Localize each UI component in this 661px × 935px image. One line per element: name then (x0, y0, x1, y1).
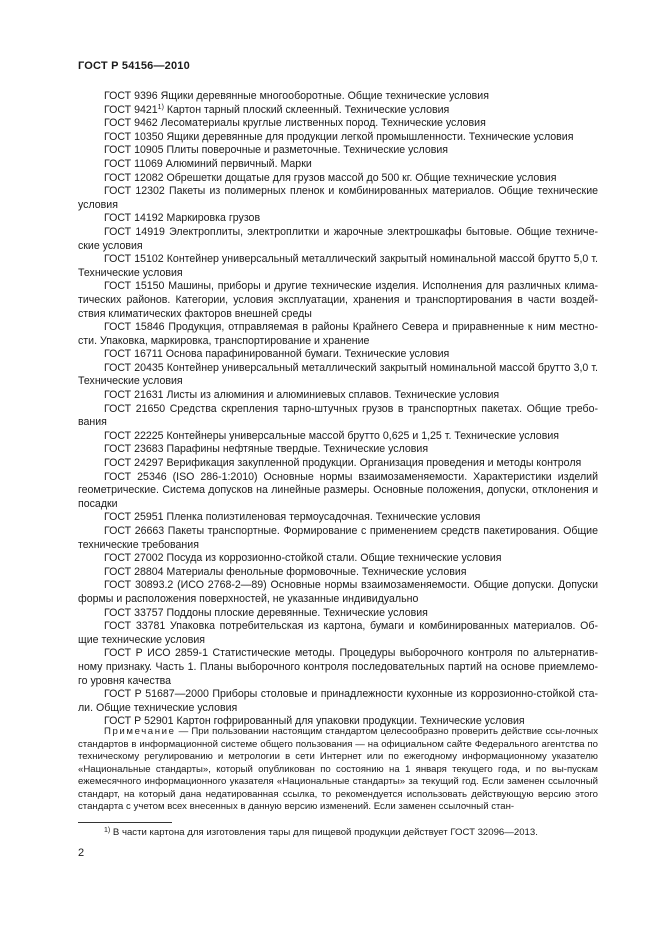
reference-title: Картон тарный плоский склеенный. Технические условия (163, 103, 450, 116)
reference-item: ГОСТ 14192 Маркировка грузов (104, 212, 261, 225)
reference-item: ГОСТ 15102 Контейнер универсальный металлический закрытый номинальной массой брутто 5,0 т. Технические условия (78, 253, 598, 279)
reference-item: ГОСТ 21631 Листы из алюминия и алюминиевых сплавов. Технические условия (104, 389, 500, 402)
footnote-divider (78, 822, 172, 823)
footnote-marker: 1) (157, 103, 164, 111)
reference-item: ГОСТ 33781 Упаковка потребительская из картона, бумаги и комбинированных материалов. Об-щие технические условия (78, 620, 598, 646)
note-label: Примечание (104, 726, 176, 737)
reference-code: ГОСТ 9421 (104, 103, 158, 116)
footnote-text: В части картона для изготовления тары для пищевой продукции действует ГОСТ 32096—2013. (110, 827, 538, 838)
reference-item: ГОСТ 14919 Электроплиты, электроплитки и жарочные электрошкафы бытовые. Общие техниче-ские условия (78, 225, 598, 252)
reference-item: ГОСТ 22225 Контейнеры универсальные массой брутто 0,625 и 1,25 т. Технические условия (104, 429, 559, 442)
note-text: — При пользовании настоящим стандартом целесообразно проверить действие ссы-лочных стандартов в информационной системе общего пользования — на официальном сайте Федерального агентства по техническому регулированию и метрологии в сети Интернет или по ежегодному информационному указателю «Национальные стандарты», который опубликован по состоянию на 1 января текущего года, и по вы-пускам ежемесячного информационного указателя «Национальные стандарты» за текущий год. Если заменен ссылочный стандарт, на который дана недатированная ссылка, то рекомендуется использовать действующую версию этого стандарта с учетом всех внесенных в данную версию изменений. Если заменен ссылочный стан- (78, 726, 598, 812)
reference-item: ГОСТ 20435 Контейнер универсальный металлический закрытый номинальной массой брутто 3,0 т. Технические условия (78, 361, 598, 388)
reference-item: ГОСТ 21650 Средства скрепления тарно-штучных грузов в транспортных пакетах. Общие требо-вания (78, 402, 598, 429)
reference-item: ГОСТ 10905 Плиты поверочные и разметочные. Технические условия (104, 144, 449, 157)
footnote-marker: 1) (104, 827, 111, 834)
reference-item: ГОСТ 23683 Парафины нефтяные твердые. Технические условия (104, 443, 429, 456)
reference-item: ГОСТ 12082 Обрешетки дощатые для грузов массой до 500 кг. Общие технические условия (104, 171, 557, 184)
reference-item: ГОСТ 16711 Основа парафинированной бумаги. Технические условия (104, 348, 450, 361)
reference-item: ГОСТ 10350 Ящики деревянные для продукции легкой промышленности. Технические условия (104, 130, 574, 143)
reference-item: ГОСТ 25951 Пленка полиэтиленовая термоусадочная. Технические условия (104, 511, 481, 524)
page-header: ГОСТ Р 54156—2010 (78, 60, 190, 72)
reference-item: ГОСТ 30893.2 (ИСО 2768-2—89) Основные нормы взаимозаменяемости. Общие допуски. Допуски формы и расположения поверхностей, не указанные индивидуально (78, 579, 598, 605)
reference-item: ГОСТ 9396 Ящики деревянные многооборотные. Общие технические условия (104, 90, 489, 102)
reference-item: ГОСТ 26663 Пакеты транспортные. Формирование с применением средств пакетирования. Общие технические требования (78, 525, 598, 551)
reference-item: ГОСТ 27002 Посуда из коррозионно-стойкой стали. Общие технические условия (104, 552, 502, 565)
note-paragraph (78, 726, 598, 814)
reference-item: ГОСТ 11069 Алюминий первичный. Марки (104, 157, 312, 170)
reference-item: ГОСТ 28804 Материалы фенольные формовочные. Технические условия (104, 565, 467, 578)
reference-item: ГОСТ 9462 Лесоматериалы круглые лиственных пород. Технические условия (104, 117, 486, 130)
reference-item (78, 104, 598, 118)
reference-item: ГОСТ 12302 Пакеты из полимерных пленок и комбинированных материалов. Общие технические условия (78, 185, 598, 211)
reference-item: ГОСТ 25346 (ISO 286-1:2010) Основные нормы взаимозаменяемости. Характеристики изделий геометрические. Система допусков на линейные размеры. Основные положения, допуски, отклонения и посадки (78, 470, 598, 510)
reference-item: ГОСТ 24297 Верификация закупленной продукции. Организация проведения и методы контроля (104, 457, 582, 470)
reference-item: ГОСТ Р ИСО 2859-1 Статистические методы. Процедуры выборочного контроля по альтернатив-ному признаку. Часть 1. Планы выборочного контроля последовательных партий на основе приемлемо-го уровня качества (78, 647, 598, 687)
page-number: 2 (78, 847, 85, 859)
footnote (78, 827, 598, 839)
reference-item: ГОСТ 15846 Продукция, отправляемая в районы Крайнего Севера и приравненные к ним местно-сти. Упаковка, маркировка, транспортирование и хранение (78, 321, 598, 347)
reference-item: ГОСТ 15150 Машины, приборы и другие технические изделия. Исполнения для различных клима-тических районов. Категории, условия эксплуатации, хранения и транспортирования в части воздей-ствия климатических факторов внешней среды (78, 280, 598, 320)
reference-item: ГОСТ Р 51687—2000 Приборы столовые и принадлежности кухонные из коррозионно-стойкой ста-ли. Общие технические условия (78, 688, 598, 714)
reference-item: ГОСТ 33757 Поддоны плоские деревянные. Технические условия (104, 606, 428, 619)
normative-references-list (78, 90, 598, 729)
reference-item: ГОСТ Р 52901 Картон гофрированный для упаковки продукции. Технические условия (104, 715, 525, 728)
